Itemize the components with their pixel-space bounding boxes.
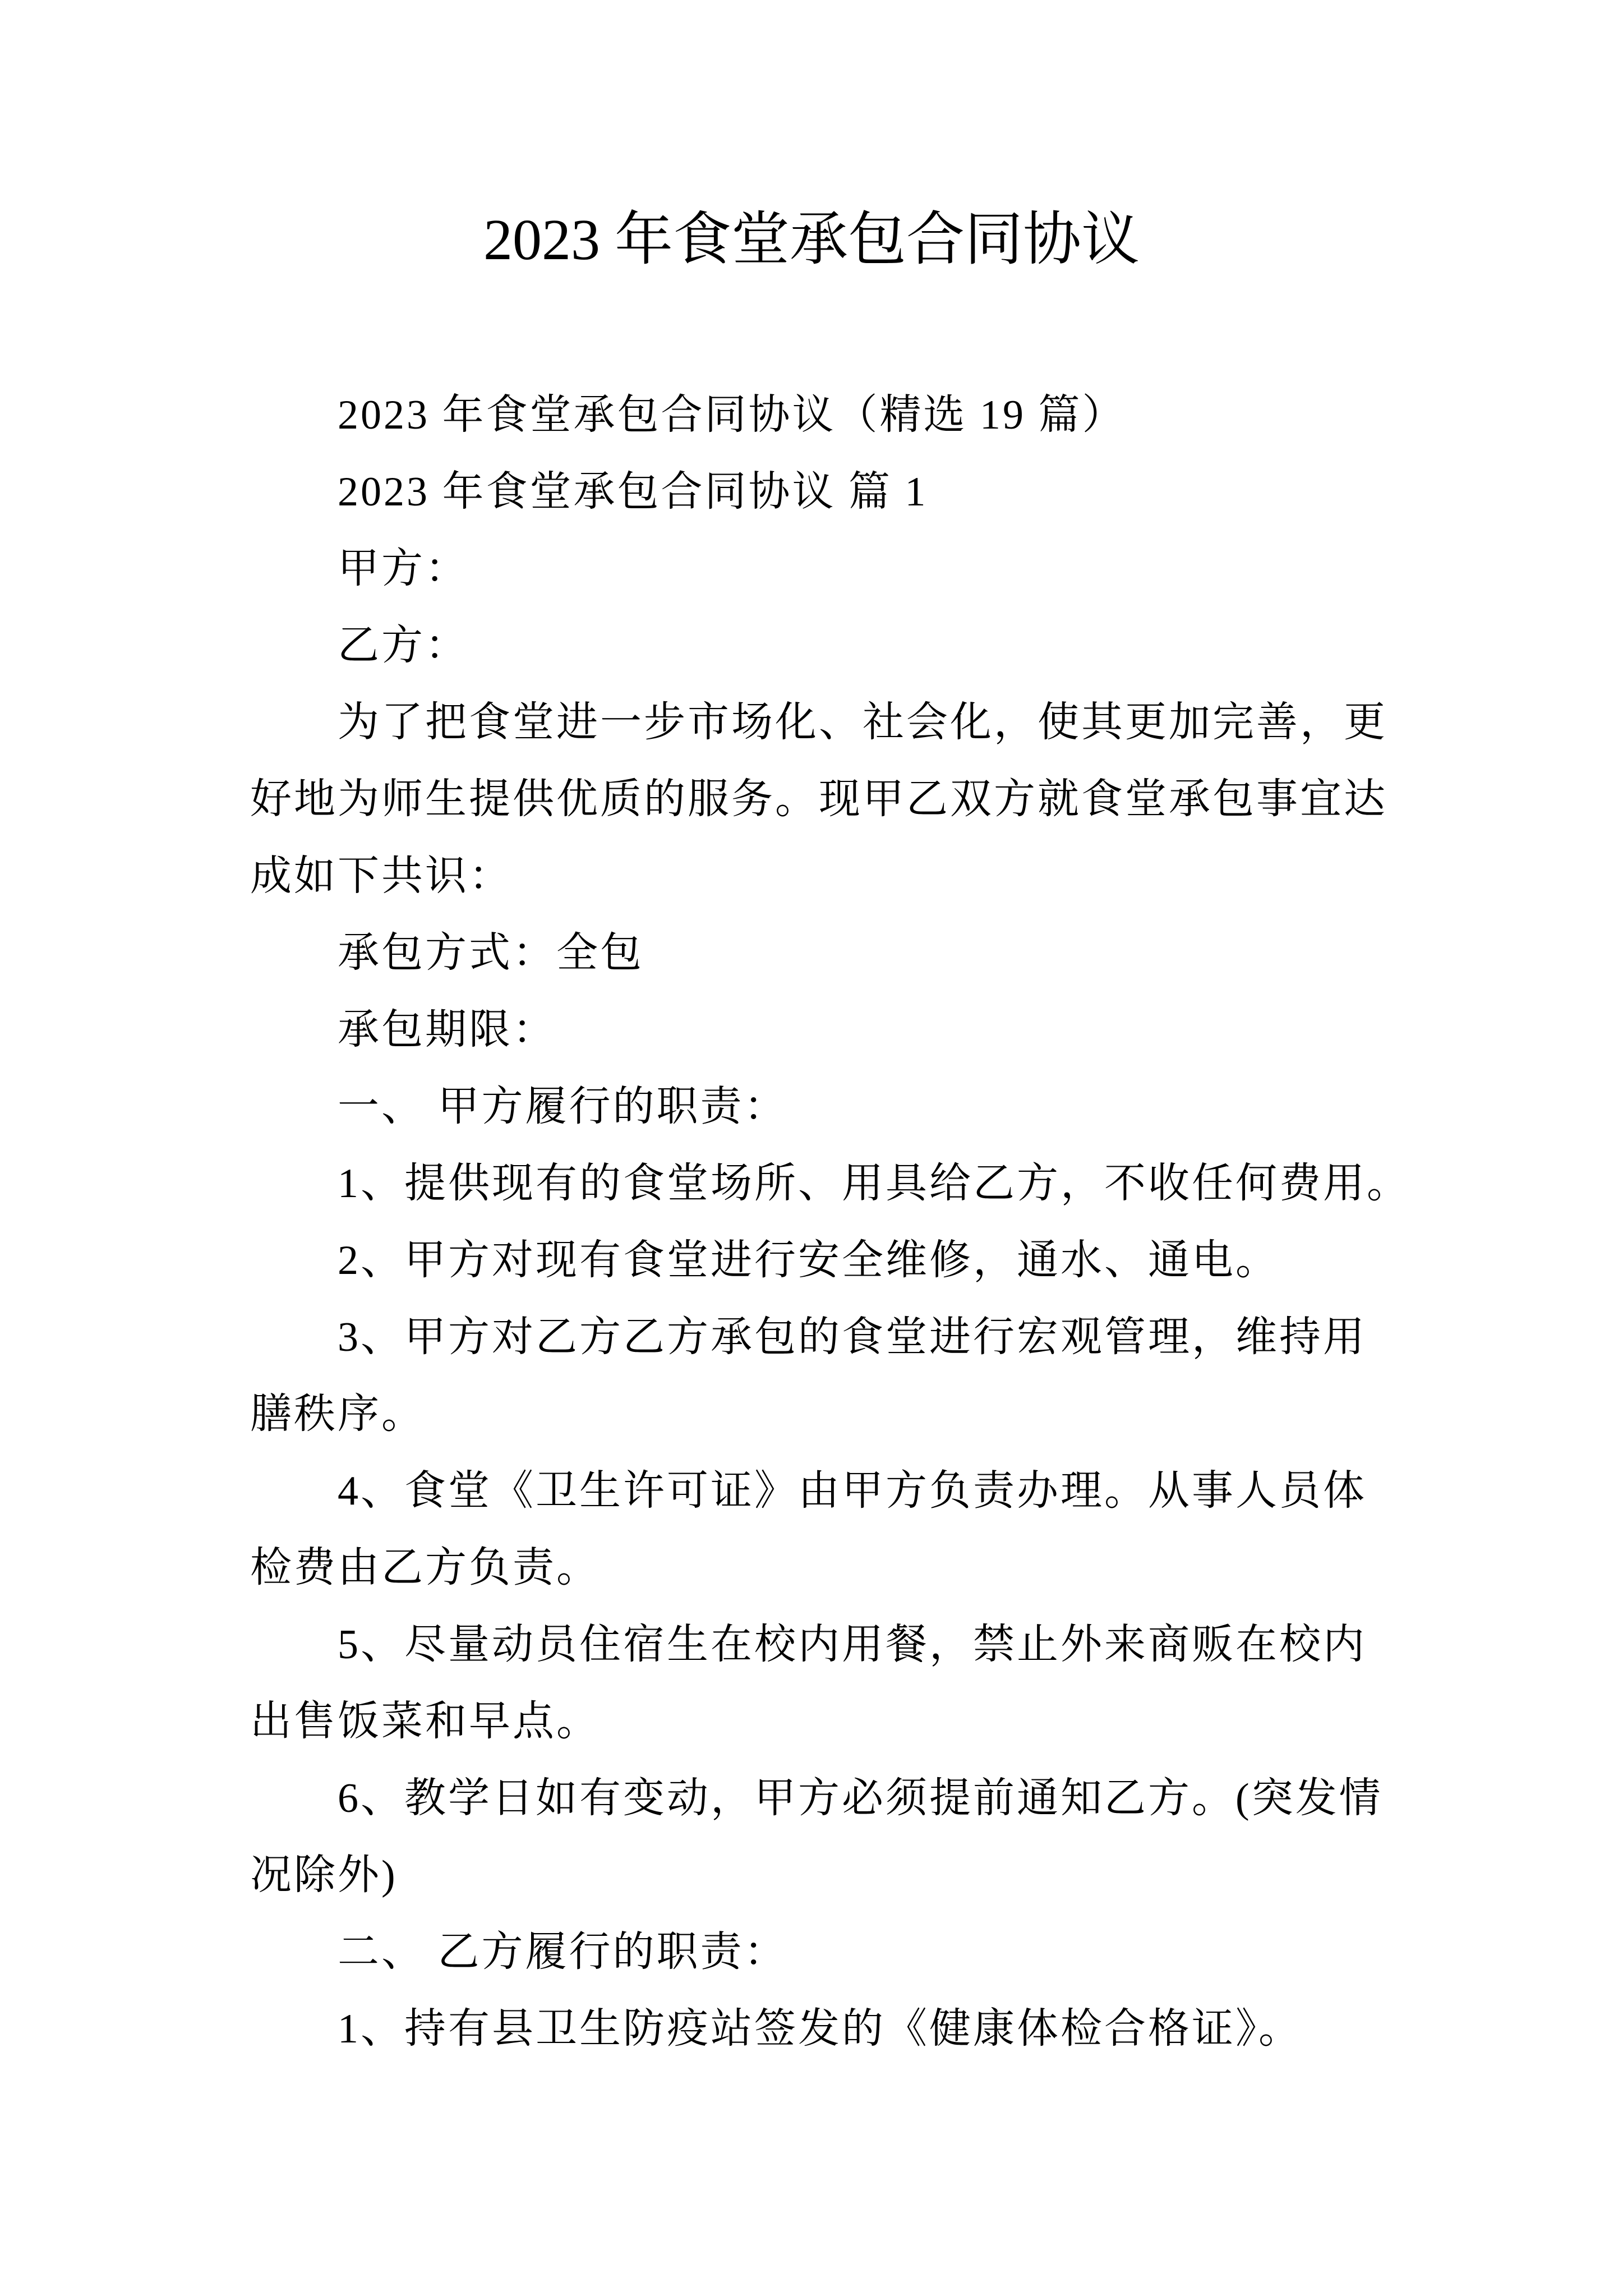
body-line: 2023 年食堂承包合同协议 篇 1 <box>338 469 928 515</box>
body-line: 况除外) <box>250 1852 398 1898</box>
body-line: 1、提供现有的食堂场所、用具给乙方，不收任何费用。 <box>338 1161 1410 1207</box>
body-line: 4、食堂《卫生许可证》由甲方负责办理。从事人员体 <box>338 1468 1367 1514</box>
party-a-paragraph <box>250 531 1540 608</box>
body-line: 二、 乙方履行的职责： <box>338 1929 788 1975</box>
body-line: 6、教学日如有变动，甲方必须提前通知乙方。(突发情 <box>338 1775 1383 1821</box>
body-line: 承包期限： <box>338 1007 556 1053</box>
body-line: 2、甲方对现有食堂进行安全维修，通水、通电。 <box>338 1237 1279 1283</box>
body-line: 3、甲方对乙方乙方承包的食堂进行宏观管理，维持用 <box>338 1314 1367 1360</box>
section-heading-paragraph <box>250 454 1540 531</box>
body-line: 承包方式：全包 <box>338 930 644 976</box>
clause-paragraph <box>250 1607 1540 1760</box>
contract-method-paragraph <box>250 915 1540 992</box>
contract-term-paragraph <box>250 992 1540 1069</box>
clause-paragraph <box>250 1145 1540 1222</box>
clause-paragraph <box>250 1222 1540 1299</box>
clause-paragraph <box>250 1453 1540 1607</box>
document-body <box>250 377 1540 2068</box>
body-line: 为了把食堂进一步市场化、社会化，使其更加完善，更 <box>338 700 1387 746</box>
body-line: 成如下共识： <box>250 853 513 899</box>
body-line: 一、 甲方履行的职责： <box>338 1084 788 1130</box>
preamble-paragraph <box>250 684 1540 915</box>
clause-paragraph <box>250 1760 1540 1914</box>
party-b-duties-heading <box>250 1914 1540 1991</box>
clause-paragraph <box>250 1991 1540 2068</box>
party-b-paragraph <box>250 608 1540 684</box>
body-line: 出售饭菜和早点。 <box>250 1699 600 1745</box>
clause-paragraph <box>250 1299 1540 1453</box>
body-line: 乙方： <box>338 623 469 669</box>
body-line: 5、尽量动员住宿生在校内用餐，禁止外来商贩在校内 <box>338 1622 1367 1668</box>
party-a-duties-heading <box>250 1069 1540 1145</box>
body-line: 甲方： <box>338 546 469 592</box>
body-line: 膳秩序。 <box>250 1391 425 1437</box>
body-line: 检费由乙方负责。 <box>250 1545 600 1591</box>
body-line: 1、持有县卫生防疫站签发的《健康体检合格证》。 <box>338 2006 1302 2052</box>
subtitle-paragraph <box>250 377 1540 454</box>
document-title: 2023 年食堂承包合同协议 <box>483 208 1140 272</box>
body-line: 2023 年食堂承包合同协议（精选 19 篇） <box>338 392 1126 438</box>
body-line: 好地为师生提供优质的服务。现甲乙双方就食堂承包事宜达 <box>250 776 1387 822</box>
